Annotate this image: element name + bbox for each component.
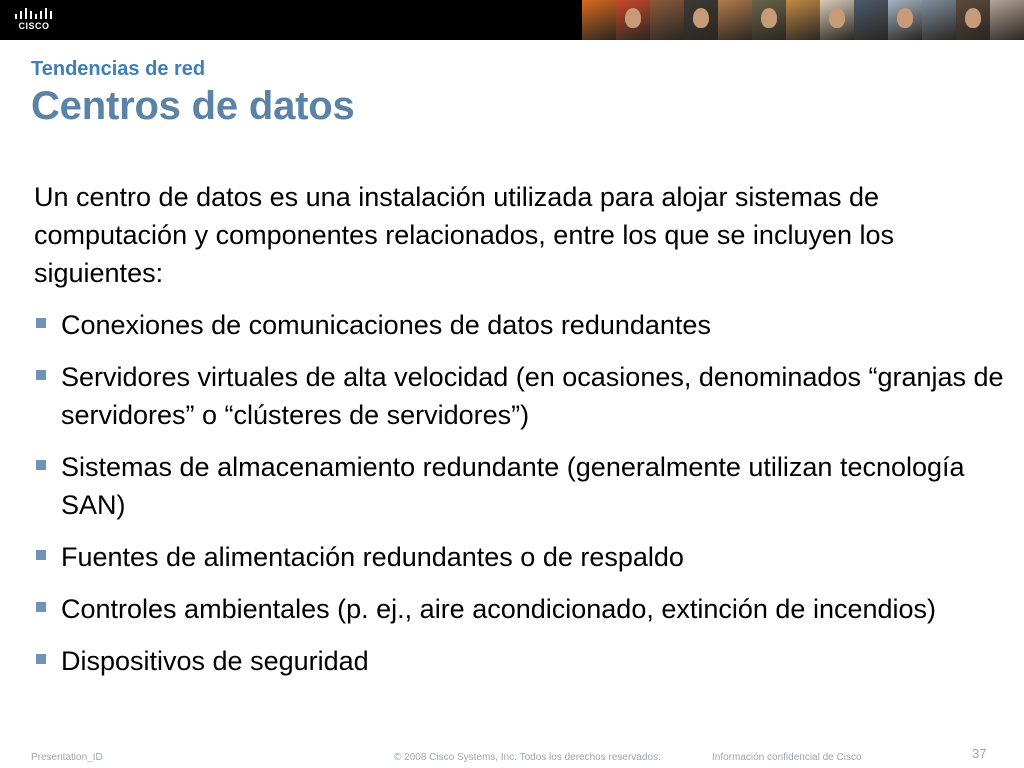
header-photo-tile	[820, 0, 854, 40]
header-photo-tile	[684, 0, 718, 40]
square-bullet-icon	[36, 318, 46, 328]
person-photo-icon	[761, 8, 777, 28]
header-photo-tile	[922, 0, 956, 40]
header-photo-tile	[956, 0, 990, 40]
bullet-text: Fuentes de alimentación redundantes o de respaldo	[61, 542, 684, 572]
square-bullet-icon	[36, 550, 46, 560]
intro-paragraph: Un centro de datos es una instalación utilizada para alojar sistemas de computación y componentes relacionados, entre los que se incluyen los siguientes:	[34, 182, 895, 288]
person-photo-icon	[965, 8, 981, 28]
bullet-text: Conexiones de comunicaciones de datos redundantes	[61, 310, 711, 340]
header-photo-tile	[888, 0, 922, 40]
person-photo-icon	[625, 8, 641, 28]
footer-copyright: © 2008 Cisco Systems, Inc. Todos los derechos reservados.	[394, 752, 661, 763]
slide-subtitle: Tendencias de red	[31, 58, 206, 80]
header-photo-tile	[752, 0, 786, 40]
header-photo-tile	[650, 0, 684, 40]
square-bullet-icon	[36, 370, 46, 380]
bullet-text: Dispositivos de seguridad	[61, 646, 369, 676]
cisco-logo-text: CISCO	[18, 21, 50, 31]
header-photo-strip	[582, 0, 1024, 40]
person-photo-icon	[829, 8, 845, 28]
bullet-text: Sistemas de almacenamiento redundante (generalmente utilizan tecnología SAN)	[61, 452, 965, 520]
square-bullet-icon	[36, 602, 46, 612]
person-photo-icon	[693, 8, 709, 28]
header-photo-tile	[990, 0, 1024, 40]
bullet-item	[34, 642, 1009, 680]
header-photo-tile	[786, 0, 820, 40]
bullet-item	[34, 306, 1009, 344]
header-photo-tile	[582, 0, 616, 40]
slide-title: Centros de datos	[31, 84, 355, 128]
header-bar	[0, 0, 1024, 40]
square-bullet-icon	[36, 460, 46, 470]
header-photo-tile	[718, 0, 752, 40]
cisco-bars-icon	[14, 8, 54, 20]
square-bullet-icon	[36, 654, 46, 664]
bullet-text: Servidores virtuales de alta velocidad (en ocasiones, denominados “granjas de servidores” o “clústeres de servidores”)	[61, 362, 1004, 430]
bullet-item	[34, 358, 1009, 434]
person-photo-icon	[897, 8, 913, 28]
bullet-item	[34, 590, 1009, 628]
header-photo-tile	[616, 0, 650, 40]
page-number: 37	[972, 746, 987, 761]
footer-presentation-id: Presentation_ID	[31, 752, 103, 763]
cisco-logo	[12, 6, 56, 34]
header-photo-tile	[854, 0, 888, 40]
bullet-text: Controles ambientales (p. ej., aire acondicionado, extinción de incendios)	[61, 594, 937, 624]
bullet-list	[34, 306, 1009, 694]
footer-confidential: Información confidencial de Cisco	[712, 752, 862, 763]
bullet-item	[34, 448, 1009, 524]
bullet-item	[34, 538, 1009, 576]
